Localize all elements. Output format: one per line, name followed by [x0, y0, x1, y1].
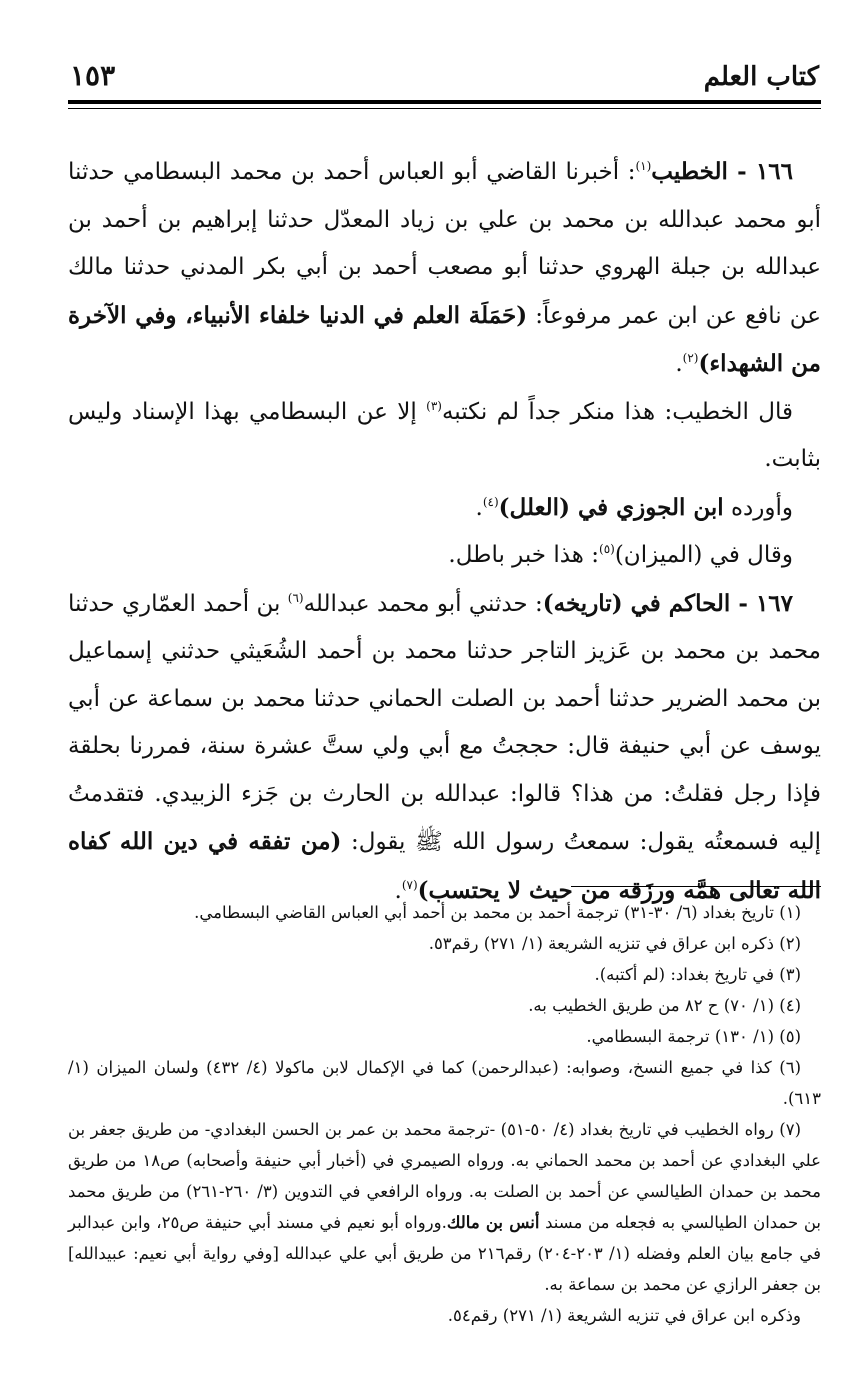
- footnote-ref-5: (٥): [599, 542, 615, 556]
- hadith-166-end: .: [675, 351, 683, 377]
- footnote-7-bold: أنس بن مالك: [446, 1213, 540, 1232]
- footnote-4: (٤) (١/ ٧٠) ح ٨٢ من طريق الخطيب به.: [528, 996, 801, 1015]
- mizan-comment: [68, 532, 821, 580]
- footnote-ref-2: (٢): [682, 351, 699, 365]
- hadith-166-matn: (حَمَلَة العلم في الدنيا خلفاء الأنبياء، وفي الآخرة من الشهداء): [68, 301, 821, 377]
- footnote-ref-4: (٤): [482, 494, 499, 509]
- footnote-7-text-1: (٧) رواه الخطيب في تاريخ بغداد (٤/ ٥٠-٥١) -ترجمة محمد بن عمر بن الحسن البغدادي- من طريق جعفر بن علي البغدادي عن أحمد بن محمد الحماني به. ورواه الصيمري في (أخبار أبي حنيفة وأصحابه) ص١٨ من طريق محمد بن حمدان الطيالسي عن أحمد بن الصلت به. ورواه الرافعي في التدوين (٣/ ٢٦٠-٢٦١) من طريق محمد بن حمدان الطيالسي به فجعله من مسند: [68, 1120, 822, 1232]
- khatib-comment-text-2: إلا عن البسطامي بهذا الإسناد وليس بثابت.: [68, 398, 821, 472]
- jawzi-comment-bold: ابن الجوزي في (العلل): [498, 493, 724, 521]
- header-rule-thin: [68, 108, 821, 109]
- hadith-166: [68, 148, 821, 389]
- footnote-5: (٥) (١/ ١٣٠) ترجمة البسطامي.: [586, 1027, 801, 1046]
- main-text: [68, 148, 821, 915]
- mizan-comment-text-2: : هذا خبر باطل.: [448, 542, 599, 568]
- footnote-3: (٣) في تاريخ بغداد: (لم أكتبه).: [594, 965, 801, 984]
- hadith-167-matn: (من تفقه في دين الله كفاه الله تعالى همَّه ورزَقه من حيث لا يحتسب): [68, 828, 821, 904]
- header-rule-thick: [68, 100, 821, 104]
- hadith-167: [68, 580, 821, 916]
- jawzi-comment-text: وأورده: [723, 494, 793, 521]
- footnote-ref-6: (٦): [287, 590, 304, 605]
- page-header: [70, 50, 819, 92]
- footnote-ref-3: (٣): [426, 398, 442, 413]
- hadith-167-isnad-1: : حدثني أبو محمد عبدالله: [303, 590, 543, 617]
- hadith-166-number: ١٦٦ -: [727, 158, 793, 185]
- hadith-166-source: الخطيب: [651, 158, 728, 185]
- footnote-separator: [571, 886, 821, 887]
- footnote-7: [68, 1114, 821, 1300]
- hadith-166-isnad: : أخبرنا القاضي أبو العباس أحمد بن محمد البسطامي حدثنا أبو محمد عبدالله بن محمد بن علي بن زياد المعدّل حدثنا إبراهيم بن أحمد بن عبدالله بن جبلة الهروي حدثنا أبو مصعب أحمد بن أبي بكر المدني حدثنا مالك عن نافع عن ابن عمر مرفوعاً:: [68, 159, 821, 329]
- hadith-167-number: ١٦٧ -: [730, 589, 793, 617]
- footnote-2: (٢) ذكره ابن عراق في تنزيه الشريعة (١/ ٢٧١) رقم٥٣.: [428, 934, 801, 953]
- footnotes: [68, 897, 821, 1331]
- jawzi-comment: [68, 484, 821, 533]
- book-title: كتاب العلم: [703, 62, 819, 92]
- hadith-167-isnad-2: بن أحمد العمّاري حدثنا محمد بن محمد بن عَزيز التاجر حدثنا محمد بن أحمد الشُعَيثي حدثني إسماعيل بن محمد الضرير حدثنا أحمد بن الصلت الحماني حدثنا محمد بن سماعة عن أبي يوسف عن أبي حنيفة قال: حججتُ مع أبي ولي ستَّ عشرة سنة، فمررنا بحلقة فإذا رجل فقلتُ: من هذا؟ قالوا: عبدالله بن الحارث بن جَزء الزبيدي. فتقدمتُ إليه فسمعتُه يقول: سمعتُ رسول الله ﷺ يقول:: [68, 590, 821, 855]
- jawzi-comment-end: .: [475, 494, 483, 521]
- footnote-ref-7: (٧): [401, 877, 418, 892]
- hadith-167-source: الحاكم في (تاريخه): [542, 589, 731, 617]
- footnote-1: (١) تاريخ بغداد (٦/ ٣٠-٣١) ترجمة أحمد بن محمد بن أحمد أبي العباس القاضي البسطامي.: [194, 903, 801, 922]
- footnote-6: (٦) كذا في جميع النسخ، وصوابه: (عبدالرحمن) كما في الإكمال لابن ماكولا (٤/ ٤٣٢) ولسان الميزان (١/ ٦١٣).: [68, 1058, 821, 1108]
- khatib-comment: [68, 389, 821, 484]
- footnote-ref-1: (١): [635, 159, 652, 173]
- khatib-comment-text-1: قال الخطيب: هذا منكر جداً لم نكتبه: [441, 398, 793, 425]
- footnote-7-last: وذكره ابن عراق في تنزيه الشريعة (١/ ٢٧١) رقم٥٤.: [447, 1306, 801, 1325]
- hadith-167-end: .: [394, 877, 402, 904]
- page-number: ١٥٣: [70, 59, 116, 92]
- footnote-7-text-2: .ورواه أبو نعيم في مسند أبي حنيفة ص٢٥، وابن عبدالبر في جامع بيان العلم وفضله (١/ ٢٠٣-٢٠٤) رقم٢١٦ من طريق أبي علي عبدالله [وفي رواية أبي نعيم: عبيدالله] بن جعفر الرازي عن محمد بن سماعة به.: [68, 1213, 821, 1294]
- mizan-comment-text-1: وقال في (الميزان): [614, 542, 793, 568]
